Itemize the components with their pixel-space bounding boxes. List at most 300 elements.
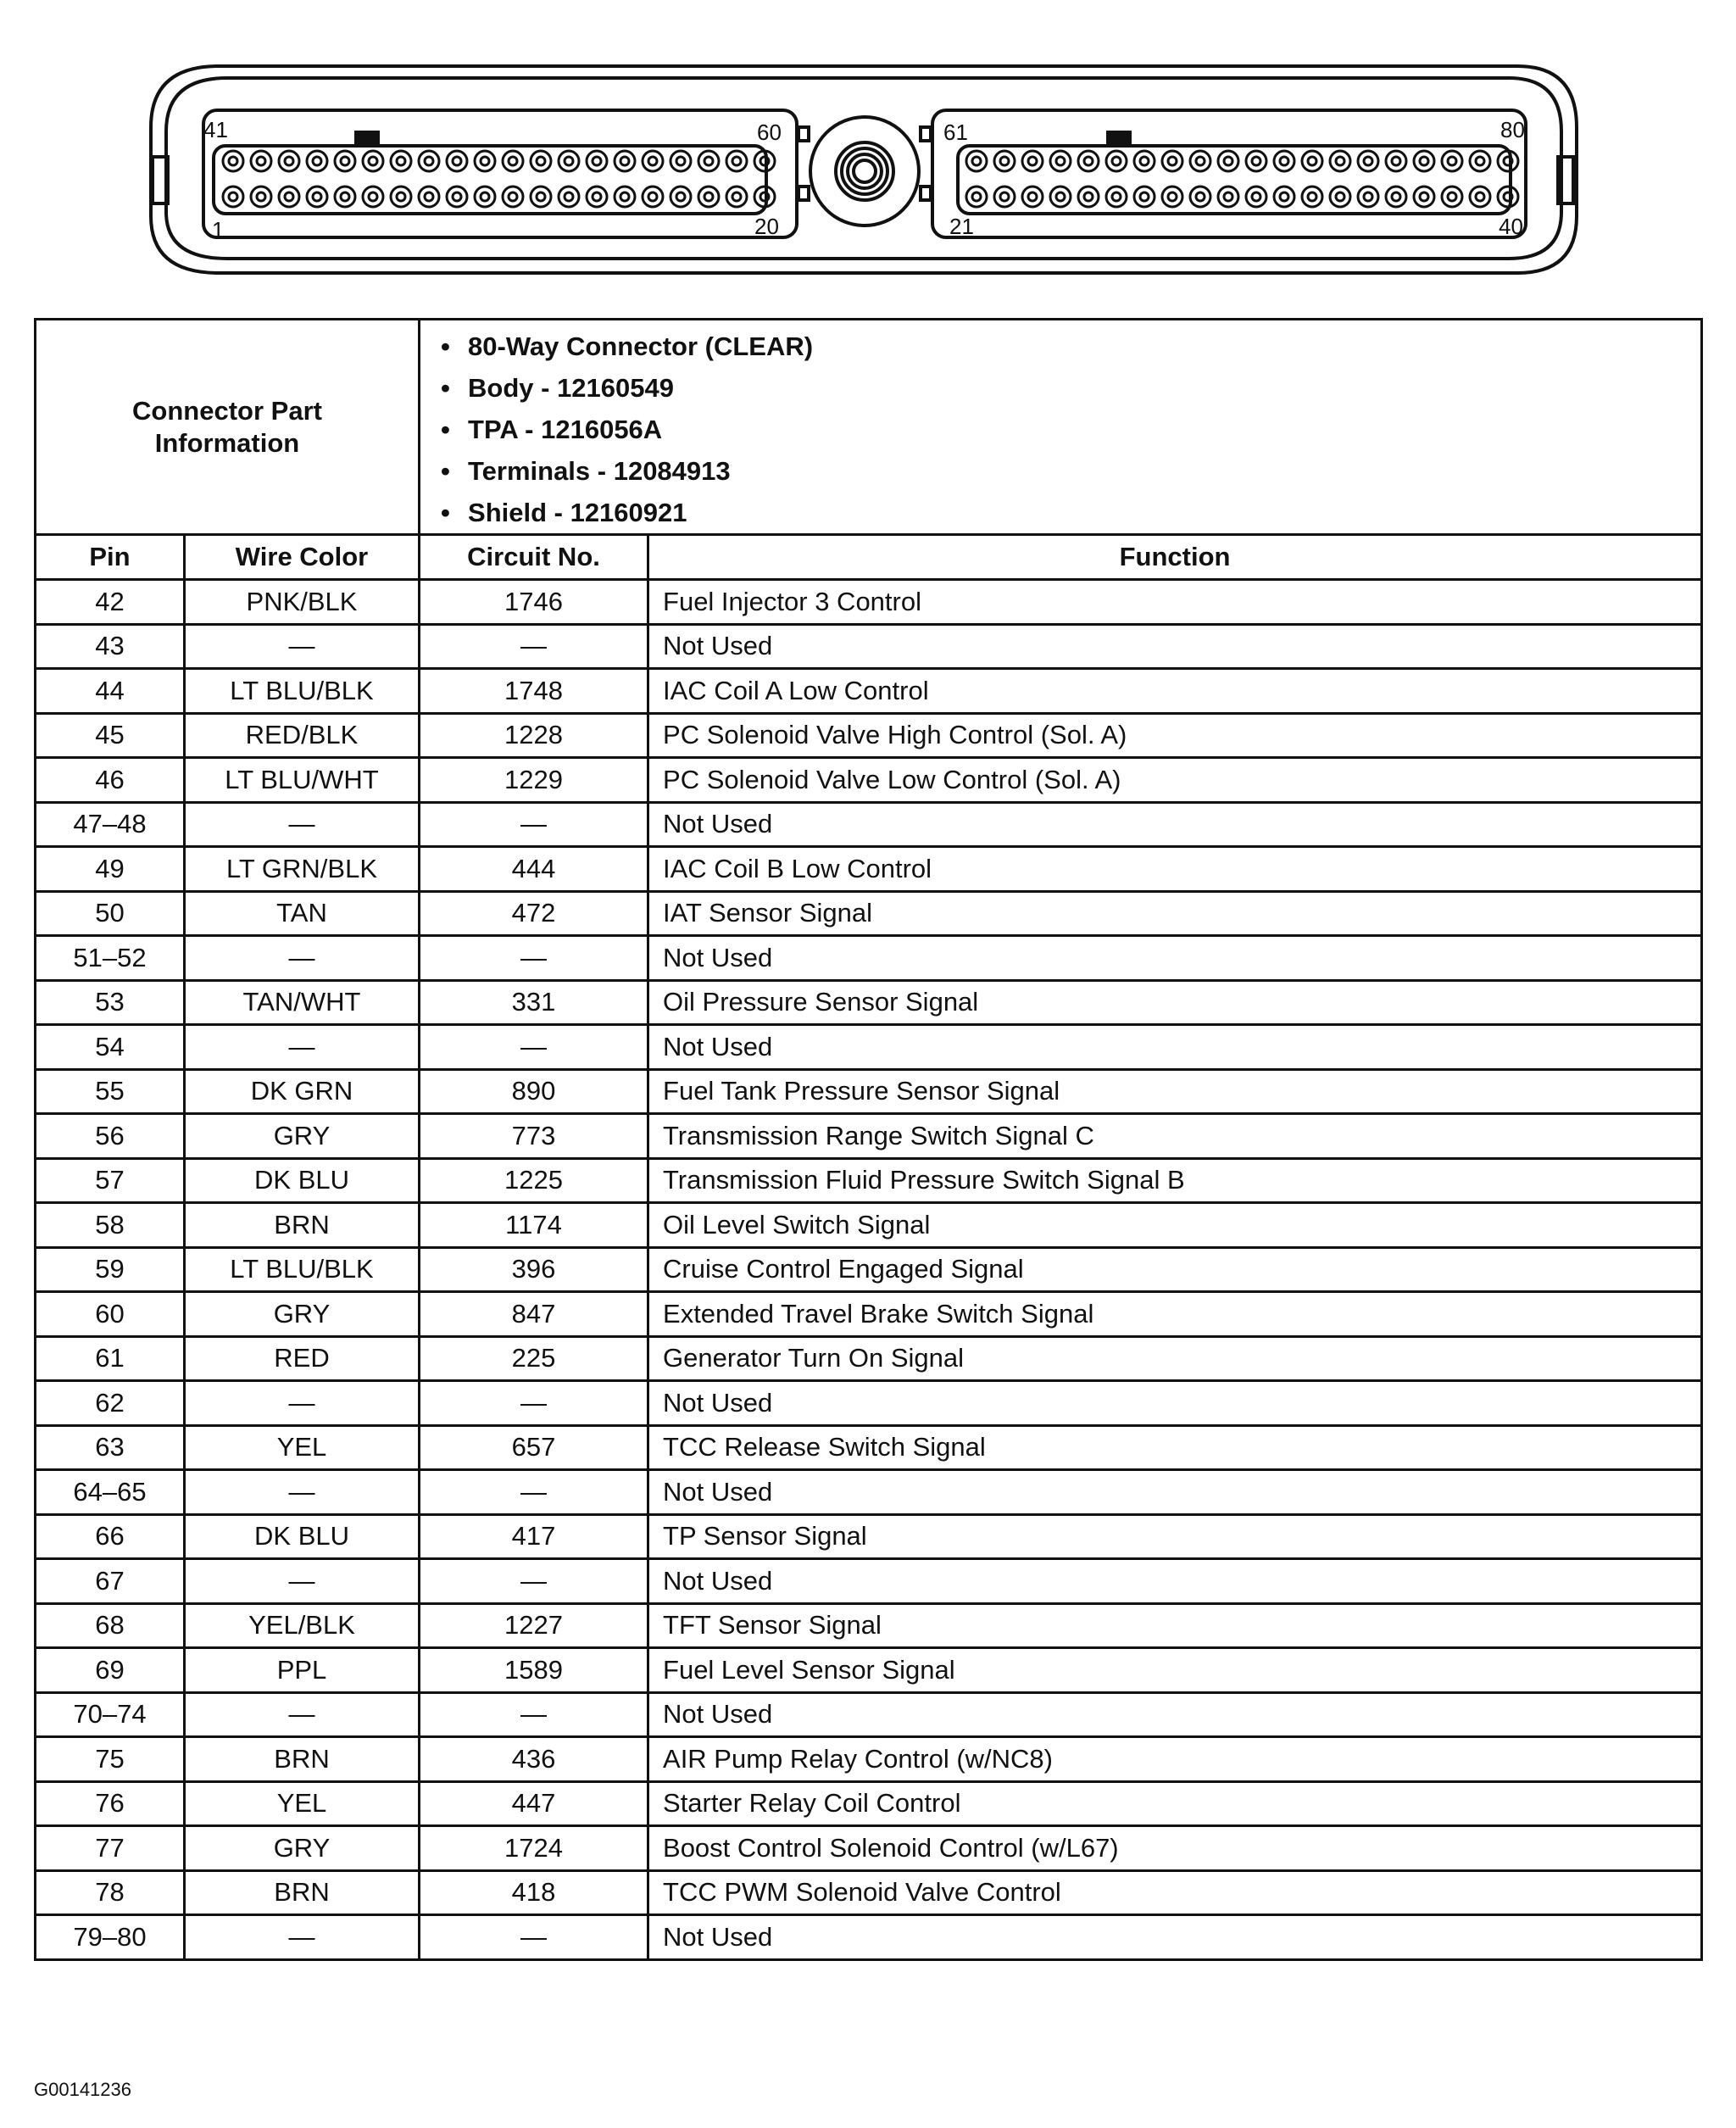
pin-socket bbox=[1330, 151, 1350, 171]
pin-contact bbox=[676, 192, 685, 201]
table-row bbox=[36, 713, 1702, 758]
circuit-cell: 1174 bbox=[420, 1203, 648, 1248]
circuit-cell: 225 bbox=[420, 1336, 648, 1381]
pin-socket bbox=[1022, 151, 1043, 171]
pin-socket bbox=[1190, 187, 1210, 207]
pin-socket bbox=[363, 151, 383, 171]
pin-contact bbox=[537, 192, 545, 201]
right-pin-array bbox=[966, 151, 1518, 207]
pin-socket bbox=[1106, 151, 1127, 171]
pin-contact bbox=[509, 157, 517, 165]
pin-cell: 79–80 bbox=[36, 1915, 185, 1960]
function-cell: Not Used bbox=[648, 936, 1702, 981]
function-cell: Not Used bbox=[648, 1559, 1702, 1604]
table-header-row bbox=[36, 535, 1702, 580]
pin-socket bbox=[670, 187, 691, 207]
wire-color-cell: — bbox=[185, 1692, 420, 1737]
function-cell: Not Used bbox=[648, 1381, 1702, 1426]
left-pin-block bbox=[203, 110, 797, 237]
pin-cell: 61 bbox=[36, 1336, 185, 1381]
function-cell: Transmission Range Switch Signal C bbox=[648, 1114, 1702, 1159]
pin-cell: 76 bbox=[36, 1781, 185, 1826]
pin-contact bbox=[704, 192, 713, 201]
circuit-cell: — bbox=[420, 1692, 648, 1737]
pin-cell: 69 bbox=[36, 1648, 185, 1693]
pin-socket bbox=[391, 151, 411, 171]
pin-socket bbox=[1442, 187, 1462, 207]
info-label-line1: Connector Part bbox=[132, 395, 322, 426]
column-header-function: Function bbox=[648, 535, 1702, 580]
wire-color-cell: GRY bbox=[185, 1826, 420, 1871]
pinout-rows bbox=[36, 580, 1702, 1960]
pin-contact bbox=[1364, 192, 1372, 201]
wire-color-cell: DK GRN bbox=[185, 1069, 420, 1114]
wire-color-cell: YEL bbox=[185, 1781, 420, 1826]
wire-color-cell: RED/BLK bbox=[185, 713, 420, 758]
pin-contact bbox=[1308, 157, 1316, 165]
connector-info-section bbox=[36, 320, 1702, 580]
pin-label-61: 61 bbox=[943, 120, 968, 145]
pin-cell: 50 bbox=[36, 891, 185, 936]
pin-socket bbox=[643, 187, 663, 207]
table-row bbox=[36, 1292, 1702, 1337]
table-row bbox=[36, 980, 1702, 1025]
pin-contact bbox=[593, 192, 601, 201]
pin-contact bbox=[229, 157, 237, 165]
function-cell: PC Solenoid Valve Low Control (Sol. A) bbox=[648, 758, 1702, 803]
wire-color-cell: — bbox=[185, 802, 420, 847]
function-cell: Not Used bbox=[648, 1025, 1702, 1070]
function-cell: Fuel Injector 3 Control bbox=[648, 580, 1702, 625]
pin-contact bbox=[1504, 192, 1512, 201]
column-header-pin: Pin bbox=[36, 535, 185, 580]
pin-socket bbox=[531, 151, 551, 171]
wire-color-cell: LT BLU/BLK bbox=[185, 669, 420, 714]
pin-contact bbox=[1336, 157, 1344, 165]
pin-cell: 78 bbox=[36, 1870, 185, 1915]
pin-socket bbox=[643, 151, 663, 171]
table-row bbox=[36, 1781, 1702, 1826]
pin-cell: 46 bbox=[36, 758, 185, 803]
pin-contact bbox=[593, 157, 601, 165]
pin-cell: 68 bbox=[36, 1603, 185, 1648]
table-row bbox=[36, 1247, 1702, 1292]
info-label-line2: Information bbox=[154, 427, 300, 458]
pin-cell: 59 bbox=[36, 1247, 185, 1292]
function-cell: TCC PWM Solenoid Valve Control bbox=[648, 1870, 1702, 1915]
figure-id: G00141236 bbox=[34, 2079, 131, 2100]
wire-color-cell: — bbox=[185, 936, 420, 981]
function-cell: Cruise Control Engaged Signal bbox=[648, 1247, 1702, 1292]
pin-label-20: 20 bbox=[754, 214, 779, 239]
pin-socket bbox=[994, 187, 1015, 207]
pin-label-41: 41 bbox=[203, 117, 228, 142]
pin-contact bbox=[481, 157, 489, 165]
column-header-circuit: Circuit No. bbox=[420, 535, 648, 580]
pin-cell: 62 bbox=[36, 1381, 185, 1426]
circuit-cell: 444 bbox=[420, 847, 648, 892]
table-row bbox=[36, 1203, 1702, 1248]
circuit-cell: 1228 bbox=[420, 713, 648, 758]
pin-socket bbox=[994, 151, 1015, 171]
connector-part-info-list bbox=[420, 320, 1702, 535]
pin-socket bbox=[1358, 187, 1378, 207]
pin-socket bbox=[223, 151, 243, 171]
pin-contact bbox=[1252, 157, 1260, 165]
pin-socket bbox=[1050, 187, 1071, 207]
table-row bbox=[36, 802, 1702, 847]
table-row bbox=[36, 1069, 1702, 1114]
pin-cell: 58 bbox=[36, 1203, 185, 1248]
pin-socket bbox=[1414, 151, 1434, 171]
pin-socket bbox=[1050, 151, 1071, 171]
table-row bbox=[36, 1336, 1702, 1381]
pin-contact bbox=[453, 192, 461, 201]
pin-contact bbox=[313, 157, 321, 165]
pin-contact bbox=[397, 157, 405, 165]
table-row bbox=[36, 580, 1702, 625]
pin-label-80: 80 bbox=[1500, 117, 1525, 142]
pin-contact bbox=[1476, 157, 1484, 165]
table-row bbox=[36, 1114, 1702, 1159]
pin-socket bbox=[1162, 187, 1182, 207]
table-row bbox=[36, 1425, 1702, 1470]
table-row bbox=[36, 1692, 1702, 1737]
pin-label-60: 60 bbox=[757, 120, 782, 145]
pin-cell: 42 bbox=[36, 580, 185, 625]
table-row bbox=[36, 1915, 1702, 1960]
wire-color-cell: LT GRN/BLK bbox=[185, 847, 420, 892]
pin-contact bbox=[285, 192, 293, 201]
function-cell: Not Used bbox=[648, 1692, 1702, 1737]
circuit-cell: 1589 bbox=[420, 1648, 648, 1693]
wire-color-cell: TAN/WHT bbox=[185, 980, 420, 1025]
table-row bbox=[36, 1826, 1702, 1871]
info-item: • 80-Way Connector (CLEAR) bbox=[468, 326, 1700, 367]
wire-color-cell: BRN bbox=[185, 1870, 420, 1915]
pin-socket bbox=[559, 187, 579, 207]
pin-socket bbox=[615, 187, 635, 207]
pin-contact bbox=[1252, 192, 1260, 201]
pin-socket bbox=[1078, 187, 1099, 207]
table-row bbox=[36, 1381, 1702, 1426]
circuit-cell: 1748 bbox=[420, 669, 648, 714]
table-row bbox=[36, 1025, 1702, 1070]
pin-contact bbox=[1280, 192, 1288, 201]
circuit-cell: 472 bbox=[420, 891, 648, 936]
wire-color-cell: — bbox=[185, 624, 420, 669]
pin-socket bbox=[1442, 151, 1462, 171]
wire-color-cell: RED bbox=[185, 1336, 420, 1381]
pin-socket bbox=[447, 151, 467, 171]
pin-contact bbox=[369, 157, 377, 165]
circuit-cell: — bbox=[420, 624, 648, 669]
pin-contact bbox=[1196, 192, 1205, 201]
function-cell: Extended Travel Brake Switch Signal bbox=[648, 1292, 1702, 1337]
function-cell: TP Sensor Signal bbox=[648, 1514, 1702, 1559]
pin-contact bbox=[1196, 157, 1205, 165]
function-cell: TCC Release Switch Signal bbox=[648, 1425, 1702, 1470]
wire-color-cell: TAN bbox=[185, 891, 420, 936]
pin-socket bbox=[1218, 151, 1238, 171]
connector-part-info-label bbox=[36, 320, 420, 535]
table-row bbox=[36, 936, 1702, 981]
pin-contact bbox=[1448, 192, 1456, 201]
pin-contact bbox=[732, 192, 741, 201]
pin-contact bbox=[620, 192, 629, 201]
pin-socket bbox=[251, 187, 271, 207]
circuit-cell: — bbox=[420, 1025, 648, 1070]
pin-cell: 53 bbox=[36, 980, 185, 1025]
pin-contact bbox=[1392, 192, 1400, 201]
wire-color-cell: LT BLU/WHT bbox=[185, 758, 420, 803]
pin-contact bbox=[676, 157, 685, 165]
pin-contact bbox=[648, 192, 657, 201]
pin-socket bbox=[1498, 151, 1518, 171]
pin-contact bbox=[257, 157, 265, 165]
pin-socket bbox=[475, 151, 495, 171]
pin-socket bbox=[587, 187, 607, 207]
pin-cell: 45 bbox=[36, 713, 185, 758]
table-row bbox=[36, 1737, 1702, 1782]
pin-socket bbox=[966, 187, 987, 207]
pin-contact bbox=[620, 157, 629, 165]
pin-contact bbox=[1112, 157, 1121, 165]
pin-contact bbox=[1028, 157, 1037, 165]
circuit-cell: 447 bbox=[420, 1781, 648, 1826]
pin-contact bbox=[1224, 192, 1232, 201]
pin-contact bbox=[565, 157, 573, 165]
function-cell: Not Used bbox=[648, 1470, 1702, 1515]
pin-cell: 56 bbox=[36, 1114, 185, 1159]
pin-socket bbox=[559, 151, 579, 171]
circuit-cell: — bbox=[420, 802, 648, 847]
pin-cell: 44 bbox=[36, 669, 185, 714]
pin-contact bbox=[1392, 157, 1400, 165]
info-item: • Terminals - 12084913 bbox=[468, 450, 1700, 492]
table-row bbox=[36, 758, 1702, 803]
right-key-tab bbox=[1106, 131, 1132, 148]
pin-contact bbox=[732, 157, 741, 165]
pin-contact bbox=[972, 192, 981, 201]
pin-socket bbox=[223, 187, 243, 207]
pin-contact bbox=[1140, 192, 1149, 201]
pin-socket bbox=[1386, 187, 1406, 207]
pin-socket bbox=[1358, 151, 1378, 171]
function-cell: IAC Coil B Low Control bbox=[648, 847, 1702, 892]
pin-socket bbox=[1134, 187, 1155, 207]
pin-socket bbox=[726, 151, 747, 171]
pin-contact bbox=[285, 157, 293, 165]
pin-socket bbox=[1302, 151, 1322, 171]
pin-contact bbox=[1448, 157, 1456, 165]
wire-color-cell: — bbox=[185, 1025, 420, 1070]
pin-contact bbox=[481, 192, 489, 201]
pin-cell: 55 bbox=[36, 1069, 185, 1114]
function-cell: TFT Sensor Signal bbox=[648, 1603, 1702, 1648]
circuit-cell: 1724 bbox=[420, 1826, 648, 1871]
pin-socket bbox=[307, 151, 327, 171]
function-cell: Transmission Fluid Pressure Switch Signal B bbox=[648, 1158, 1702, 1203]
pin-socket bbox=[1414, 187, 1434, 207]
circuit-cell: — bbox=[420, 1915, 648, 1960]
function-cell: IAT Sensor Signal bbox=[648, 891, 1702, 936]
pin-socket bbox=[615, 151, 635, 171]
pin-socket bbox=[1190, 151, 1210, 171]
circuit-cell: 331 bbox=[420, 980, 648, 1025]
table-row bbox=[36, 624, 1702, 669]
pin-contact bbox=[1084, 192, 1093, 201]
column-header-wire-color: Wire Color bbox=[185, 535, 420, 580]
pin-contact bbox=[1476, 192, 1484, 201]
pin-socket bbox=[726, 187, 747, 207]
pin-cell: 64–65 bbox=[36, 1470, 185, 1515]
wire-color-cell: — bbox=[185, 1381, 420, 1426]
info-item: • TPA - 1216056A bbox=[468, 409, 1700, 450]
function-cell: Not Used bbox=[648, 802, 1702, 847]
pin-contact bbox=[1000, 157, 1009, 165]
pin-contact bbox=[1420, 157, 1428, 165]
left-key-tab bbox=[354, 131, 380, 148]
pin-socket bbox=[1246, 151, 1266, 171]
pin-contact bbox=[425, 157, 433, 165]
function-cell: Fuel Tank Pressure Sensor Signal bbox=[648, 1069, 1702, 1114]
wire-color-cell: PPL bbox=[185, 1648, 420, 1693]
pin-socket bbox=[670, 151, 691, 171]
pin-socket bbox=[1386, 151, 1406, 171]
pin-label-40: 40 bbox=[1499, 214, 1523, 239]
pin-socket bbox=[531, 187, 551, 207]
table-row bbox=[36, 1470, 1702, 1515]
pin-socket bbox=[1302, 187, 1322, 207]
pin-contact bbox=[1028, 192, 1037, 201]
function-cell: Starter Relay Coil Control bbox=[648, 1781, 1702, 1826]
wire-color-cell: YEL/BLK bbox=[185, 1603, 420, 1648]
function-cell: AIR Pump Relay Control (w/NC8) bbox=[648, 1737, 1702, 1782]
pin-socket bbox=[503, 187, 523, 207]
pin-contact bbox=[1364, 157, 1372, 165]
table-row bbox=[36, 1648, 1702, 1693]
pin-socket bbox=[1274, 187, 1294, 207]
pinout-table bbox=[34, 318, 1703, 1961]
wire-color-cell: BRN bbox=[185, 1203, 420, 1248]
table-row bbox=[36, 1514, 1702, 1559]
pin-socket bbox=[251, 151, 271, 171]
pin-socket bbox=[363, 187, 383, 207]
connector-diagram bbox=[0, 0, 1736, 288]
pin-socket bbox=[391, 187, 411, 207]
function-cell: Boost Control Solenoid Control (w/L67) bbox=[648, 1826, 1702, 1871]
pin-socket bbox=[1498, 187, 1518, 207]
pin-contact bbox=[1112, 192, 1121, 201]
pin-contact bbox=[1168, 192, 1177, 201]
pin-contact bbox=[1336, 192, 1344, 201]
pin-socket bbox=[279, 151, 299, 171]
circuit-cell: 1229 bbox=[420, 758, 648, 803]
pin-cell: 67 bbox=[36, 1559, 185, 1604]
pin-socket bbox=[1470, 151, 1490, 171]
pin-contact bbox=[257, 192, 265, 201]
circuit-cell: 417 bbox=[420, 1514, 648, 1559]
table-row bbox=[36, 669, 1702, 714]
pin-socket bbox=[335, 187, 355, 207]
circuit-cell: 773 bbox=[420, 1114, 648, 1159]
center-bolt bbox=[810, 117, 919, 226]
function-cell: Not Used bbox=[648, 624, 1702, 669]
circuit-cell: — bbox=[420, 936, 648, 981]
pin-socket bbox=[279, 187, 299, 207]
pin-cell: 57 bbox=[36, 1158, 185, 1203]
pin-contact bbox=[565, 192, 573, 201]
circuit-cell: — bbox=[420, 1470, 648, 1515]
pin-contact bbox=[1420, 192, 1428, 201]
wire-color-cell: DK BLU bbox=[185, 1514, 420, 1559]
pin-socket bbox=[698, 187, 719, 207]
pin-contact bbox=[1504, 157, 1512, 165]
pin-contact bbox=[972, 157, 981, 165]
pin-contact bbox=[369, 192, 377, 201]
pin-contact bbox=[1140, 157, 1149, 165]
pin-socket bbox=[1078, 151, 1099, 171]
pin-label-1: 1 bbox=[212, 217, 225, 242]
table-row bbox=[36, 1603, 1702, 1648]
pin-socket bbox=[503, 151, 523, 171]
pin-socket bbox=[419, 187, 439, 207]
function-cell: Oil Level Switch Signal bbox=[648, 1203, 1702, 1248]
function-cell: Fuel Level Sensor Signal bbox=[648, 1648, 1702, 1693]
pin-socket bbox=[1106, 187, 1127, 207]
pin-contact bbox=[704, 157, 713, 165]
pin-contact bbox=[1000, 192, 1009, 201]
pin-contact bbox=[313, 192, 321, 201]
table-row bbox=[36, 891, 1702, 936]
pin-socket bbox=[335, 151, 355, 171]
pin-socket bbox=[1162, 151, 1182, 171]
pin-contact bbox=[341, 192, 349, 201]
circuit-cell: 657 bbox=[420, 1425, 648, 1470]
pin-contact bbox=[1280, 157, 1288, 165]
pin-contact bbox=[397, 192, 405, 201]
circuit-cell: 1227 bbox=[420, 1603, 648, 1648]
pin-contact bbox=[453, 157, 461, 165]
wire-color-cell: YEL bbox=[185, 1425, 420, 1470]
circuit-cell: 1225 bbox=[420, 1158, 648, 1203]
circuit-cell: 1746 bbox=[420, 580, 648, 625]
circuit-cell: 436 bbox=[420, 1737, 648, 1782]
table-row bbox=[36, 1158, 1702, 1203]
circuit-cell: 418 bbox=[420, 1870, 648, 1915]
wire-color-cell: — bbox=[185, 1559, 420, 1604]
pin-contact bbox=[341, 157, 349, 165]
pin-contact bbox=[537, 157, 545, 165]
pin-socket bbox=[1330, 187, 1350, 207]
pin-socket bbox=[698, 151, 719, 171]
circuit-cell: — bbox=[420, 1559, 648, 1604]
pin-socket bbox=[419, 151, 439, 171]
wire-color-cell: LT BLU/BLK bbox=[185, 1247, 420, 1292]
pin-cell: 63 bbox=[36, 1425, 185, 1470]
pin-socket bbox=[587, 151, 607, 171]
pin-contact bbox=[1084, 157, 1093, 165]
pin-contact bbox=[1224, 157, 1232, 165]
pin-socket bbox=[307, 187, 327, 207]
function-cell: PC Solenoid Valve High Control (Sol. A) bbox=[648, 713, 1702, 758]
wire-color-cell: GRY bbox=[185, 1292, 420, 1337]
pin-socket bbox=[1022, 187, 1043, 207]
pin-contact bbox=[509, 192, 517, 201]
circuit-cell: — bbox=[420, 1381, 648, 1426]
pin-cell: 75 bbox=[36, 1737, 185, 1782]
